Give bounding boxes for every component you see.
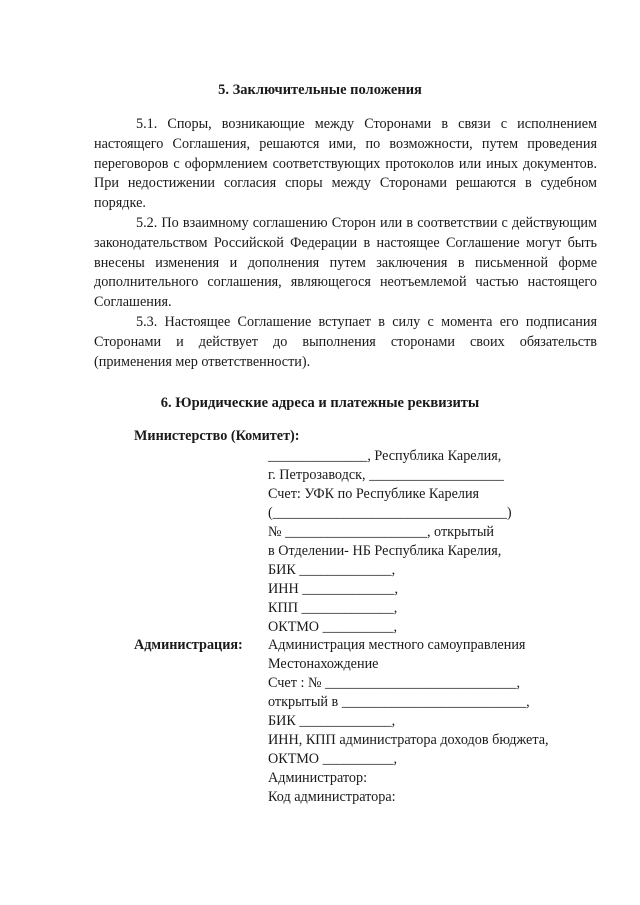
- clause-5-1: 5.1. Споры, возникающие между Сторонами в связи с исполнением настоящего Соглашения, решаются ими, по возможности, путем проведения переговоров с оформлением соответствующих протоколов или иных документов. При недостижении согласия споры между Сторонами решаются в судебном порядке.: [94, 116, 597, 212]
- ministry-line: Счет: УФК по Республике Карелия: [268, 486, 480, 502]
- administration-line: открытый в __________________________,: [268, 694, 530, 710]
- administration-line: ИНН, КПП администратора доходов бюджета,: [268, 732, 549, 748]
- administration-line: Администратор:: [268, 770, 368, 786]
- administration-line: Код администратора:: [268, 789, 396, 805]
- clause-5-2: 5.2. По взаимному соглашению Сторон или в соответствии с действующим законодательством Российской Федерации в настоящее Соглашение могут быть внесены изменения и дополнения путем заключения в письменной форме дополнительного соглашения, являющегося неотъемлемой частью настоящего Соглашения.: [94, 215, 597, 311]
- ministry-line: в Отделении- НБ Республика Карелия,: [268, 543, 502, 559]
- ministry-line: (_________________________________): [268, 505, 512, 521]
- administration-line: Администрация местного самоуправления: [268, 637, 526, 653]
- ministry-label: Министерство (Комитет):: [134, 428, 300, 444]
- section-6-title: 6. Юридические адреса и платежные реквизиты: [160, 395, 480, 411]
- section-5-title: 5. Заключительные положения: [218, 82, 422, 98]
- ministry-line: № ____________________, открытый: [268, 524, 495, 540]
- administration-line: ОКТМО __________,: [268, 751, 398, 767]
- ministry-line: КПП _____________,: [268, 600, 398, 616]
- administration-line: БИК _____________,: [268, 713, 396, 729]
- ministry-line: ИНН _____________,: [268, 581, 399, 597]
- administration-line: Местонахождение: [268, 656, 379, 672]
- administration-line: Счет : № ___________________________,: [268, 675, 521, 691]
- ministry-line: ______________, Республика Карелия,: [268, 448, 502, 464]
- administration-label: Администрация:: [134, 637, 243, 653]
- ministry-line: БИК _____________,: [268, 562, 396, 578]
- ministry-line: ОКТМО __________,: [268, 619, 398, 635]
- clause-5-3: 5.3. Настоящее Соглашение вступает в силу с момента его подписания Сторонами и действует до выполнения сторонами своих обязательств (применения мер ответственности).: [94, 314, 597, 370]
- ministry-line: г. Петрозаводск, ___________________: [268, 467, 504, 483]
